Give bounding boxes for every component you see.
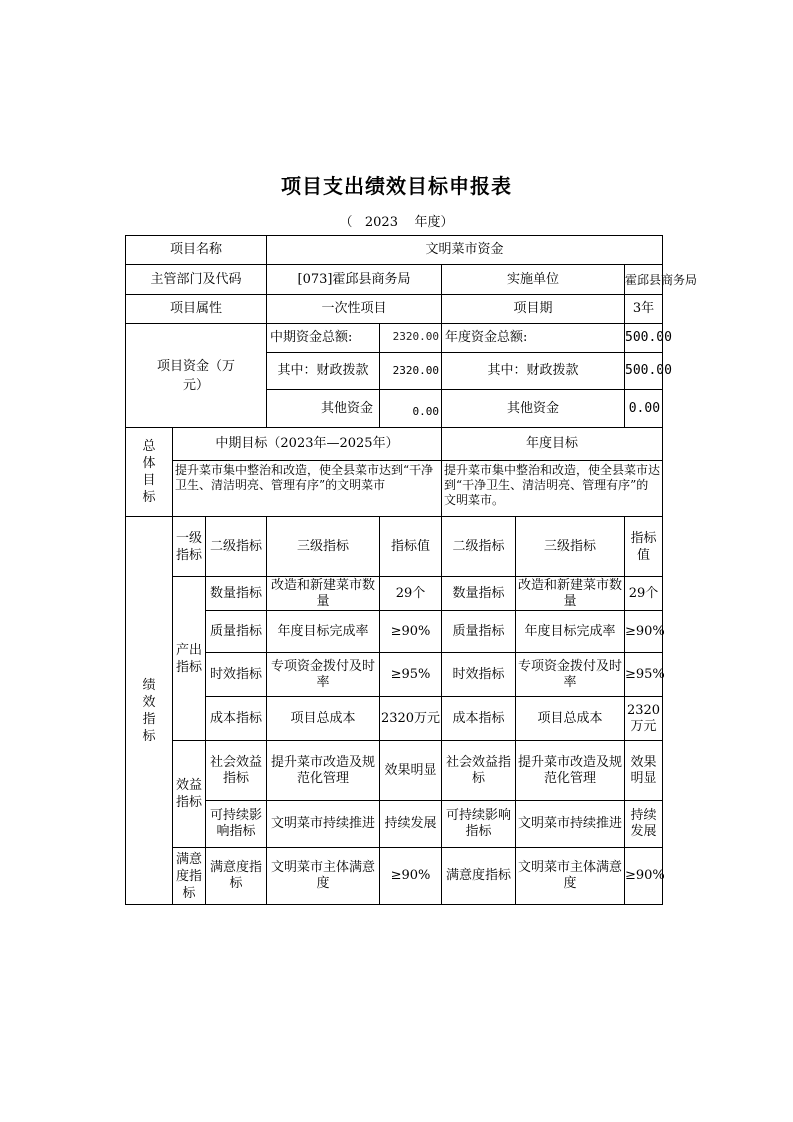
table-row-year-l2: 成本指标 [442,697,516,741]
table-row-l2: 成本指标 [206,697,267,741]
page-title: 项目支出绩效目标申报表 [281,174,512,198]
table-row-l3: 提升菜市改造及规范化管理 [267,741,380,801]
table-row-l2: 时效指标 [206,653,267,697]
level1-header [173,517,206,577]
mid-total-funds-value: 2320.00 [392,330,439,343]
table-row-year-value: 效果明显 [625,741,663,801]
table-row-year-l3: 改造和新建菜市数量 [516,577,625,611]
table-row-value: 29个 [380,577,442,611]
performance-indicators-text: 绩效指标 [142,677,156,744]
mid-other-funds-cell [380,390,442,428]
implementing-unit-value: 霍邱县商务局 [625,265,663,295]
overall-goal-label [126,428,173,517]
level3-header-year: 三级指标 [516,517,625,577]
level2-header-mid: 二级指标 [206,517,267,577]
year-total-funds-label: 年度资金总额: [442,324,625,353]
table-row-year-value: 持续发展 [625,801,663,848]
table-row-year-l3: 提升菜市改造及规范化管理 [516,741,625,801]
fiscal-year: 2023 [364,215,398,230]
table-row-year-l3: 专项资金拨付及时率 [516,653,625,697]
table-row-l3: 年度目标完成率 [267,611,380,653]
table-row-l2: 数量指标 [206,577,267,611]
table-row-year-l2: 数量指标 [442,577,516,611]
project-period-label: 项目期 [442,295,625,324]
performance-goal-table [125,235,698,905]
table-row-value: ≥90% [380,611,442,653]
project-funds-label [126,324,267,428]
project-name-value: 文明菜市资金 [267,236,663,265]
table-row-value: ≥95% [380,653,442,697]
table-row-value: 效果明显 [380,741,442,801]
benefit-indicators-label [173,741,206,848]
table-row-l3: 文明菜市主体满意度 [267,848,380,905]
overall-goal-text: 总体目标 [142,439,156,505]
mid-other-funds-label: 其他资金 [267,390,380,428]
table-row-year-l2: 时效指标 [442,653,516,697]
table-row-value: 持续发展 [380,801,442,848]
implementing-unit-label: 实施单位 [442,265,625,295]
annual-goal-header: 年度目标 [442,428,663,461]
value-header-year-text: 指标值 [630,530,657,563]
value-header-mid: 指标值 [380,517,442,577]
table-row-year-value: 2320万元 [625,697,663,741]
mid-term-goal-text: 提升菜市集中整治和改造，使全县菜市达到“干净卫生、清洁明亮、管理有序”的文明菜市 [173,461,442,517]
table-row-value: 2320万元 [380,697,442,741]
level3-header-mid: 三级指标 [267,517,380,577]
table-row-year-value: ≥90% [625,611,663,653]
table-row-year-l3: 文明菜市持续推进 [516,801,625,848]
table-row-year-value: ≥95% [625,653,663,697]
table-row-l2: 可持续影响指标 [206,801,267,848]
level2-header-year: 二级指标 [442,517,516,577]
table-row-l2: 社会效益指标 [206,741,267,801]
satisfaction-indicators-text: 满意度指标 [175,851,202,901]
year-other-funds-label: 其他资金 [442,390,625,428]
project-attribute-label: 项目属性 [126,295,267,324]
mid-other-funds-value: 0.00 [412,405,439,418]
subtitle-open: （ [339,215,353,230]
mid-term-goal-header: 中期目标（2023年—2025年） [173,428,442,461]
mid-total-funds-cell [380,324,442,353]
department-value: [073]霍邱县商务局 [267,265,442,295]
table-row-l3: 项目总成本 [267,697,380,741]
table-row-year-l2: 质量指标 [442,611,516,653]
table-row-l3: 专项资金拨付及时率 [267,653,380,697]
department-label: 主管部门及代码 [126,265,267,295]
project-attribute-value: 一次性项目 [267,295,442,324]
table-row-l3: 改造和新建菜市数量 [267,577,380,611]
fiscal-year-line [0,211,793,230]
year-fiscal-funds-label: 其中：财政拨款 [442,353,625,390]
performance-indicators-label [126,517,173,905]
project-period-value: 3年 [625,295,663,324]
table-row-year-value: ≥90% [625,848,663,905]
mid-total-funds-label: 中期资金总额: [267,324,380,353]
year-fiscal-funds-value: 500.00 [625,353,663,390]
year-total-funds-value: 500.00 [625,324,663,353]
table-row-year-l2: 可持续影响指标 [442,801,516,848]
project-funds-text: 项目资金（万元） [156,358,235,393]
table-row-l3: 文明菜市持续推进 [267,801,380,848]
satisfaction-indicators-label [173,848,206,905]
output-indicators-text: 产出指标 [175,642,202,675]
mid-fiscal-funds-cell [380,353,442,390]
table-row-l2: 质量指标 [206,611,267,653]
table-row-year-l3: 年度目标完成率 [516,611,625,653]
year-other-funds-value: 0.00 [625,390,663,428]
benefit-indicators-text: 效益指标 [175,778,202,810]
mid-fiscal-funds-label: 其中：财政拨款 [267,353,380,390]
table-row-l2: 满意度指标 [206,848,267,905]
level1-header-text: 一级指标 [175,530,202,563]
table-row-year-value: 29个 [625,577,663,611]
value-header-year [625,517,663,577]
output-indicators-label [173,577,206,741]
table-row-year-l3: 文明菜市主体满意度 [516,848,625,905]
table-row-value: ≥90% [380,848,442,905]
table-row-year-l2: 满意度指标 [442,848,516,905]
mid-fiscal-funds-value: 2320.00 [392,364,439,377]
annual-goal-text: 提升菜市集中整治和改造，使全县菜市达到“干净卫生、清洁明亮、管理有序”的文明菜市。 [442,461,663,517]
table-row-year-l3: 项目总成本 [516,697,625,741]
table-row-year-l2: 社会效益指标 [442,741,516,801]
subtitle-unit: 年度） [414,215,454,230]
project-name-label: 项目名称 [126,236,267,265]
